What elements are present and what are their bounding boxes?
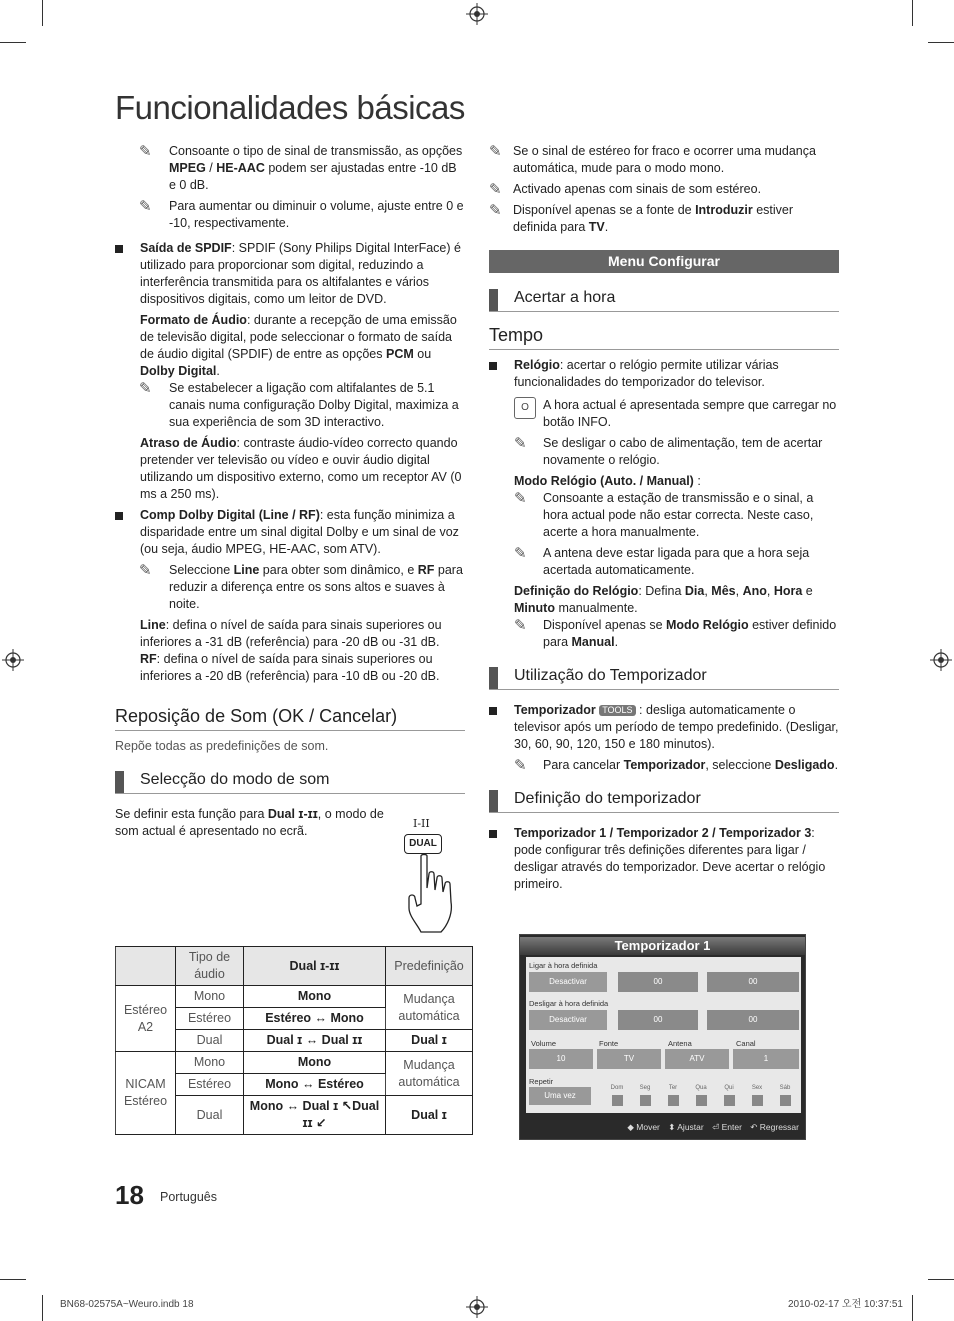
heading-bar-icon xyxy=(489,289,498,311)
subsection-heading-timer-use: Utilização do Temporizador xyxy=(489,665,839,690)
sound-mode-text: Se definir esta função para Dual ɪ-ɪɪ, o modo de som actual é apresentado no ecrã. xyxy=(115,807,384,838)
registration-mark-icon xyxy=(466,1296,488,1318)
heading-bar-icon xyxy=(489,667,498,689)
osd-volume-value[interactable]: 10 xyxy=(529,1049,593,1069)
note: ✎ Para cancelar Temporizador, seleccione Desligado. xyxy=(514,757,839,774)
note: ✎ Disponível apenas se a fonte de Introduzir estiver definida para TV. xyxy=(489,202,794,234)
osd-day-label: Seg xyxy=(639,1085,651,1091)
note-pencil-icon: ✎ xyxy=(514,435,527,452)
section-heading-tempo: Tempo xyxy=(489,324,839,350)
note: ✎ Disponível apenas se Modo Relógio estiver definido para Manual. xyxy=(514,617,837,649)
bullet-item: Relógio: acertar o relógio permite utilizar várias funcionalidades do temporizador do televisor. xyxy=(489,357,839,391)
crop-mark xyxy=(0,1279,26,1280)
osd-channel-label: Canal xyxy=(736,1039,756,1048)
bullet-square-icon xyxy=(489,830,497,838)
footer-file-info: BN68-02575A~Weuro.indb 18 xyxy=(60,1299,194,1310)
registration-mark-icon xyxy=(2,649,24,671)
note-pencil-icon: ✎ xyxy=(514,617,527,634)
osd-day-checkbox[interactable] xyxy=(612,1095,623,1106)
note: ✎ Se estabelecer a ligação com altifalantes de 5.1 canais numa configuração Dolby Digital, maximiza a sua experiência de som 3D interactivo. xyxy=(139,380,459,429)
note-pencil-icon: ✎ xyxy=(489,143,502,160)
page-language: Português xyxy=(160,1190,217,1204)
osd-day-checkbox[interactable] xyxy=(752,1095,763,1106)
table-row: Estéreo Mono ↔ Estéreo xyxy=(116,1074,473,1096)
note: ✎ Para aumentar ou diminuir o volume, ajuste entre 0 e -10, respectivamente. xyxy=(139,198,464,230)
osd-off-hour[interactable]: 00 xyxy=(618,1010,698,1030)
osd-return-hint: ↶ Regressar xyxy=(750,1122,799,1132)
osd-footer xyxy=(621,1121,799,1133)
osd-day-checkbox[interactable] xyxy=(696,1095,707,1106)
table-row: Dual Dual ɪ ↔ Dual ɪɪ Dual ɪ xyxy=(116,1030,473,1052)
osd-source-label: Fonte xyxy=(599,1039,619,1048)
crop-mark xyxy=(0,42,26,43)
osd-day-label: Qua xyxy=(695,1085,707,1091)
bullet-square-icon xyxy=(489,707,497,715)
table-row: NICAM Estéreo Mono Mono Mudança automática xyxy=(116,1052,473,1074)
osd-off-label: Desligar à hora definida xyxy=(529,999,609,1008)
osd-day-checkbox[interactable] xyxy=(724,1095,735,1106)
table-row: Estéreo Estéreo ↔ Mono xyxy=(116,1008,473,1030)
osd-volume-label: Volume xyxy=(531,1039,557,1048)
osd-repeat-label: Repetir xyxy=(529,1077,554,1086)
bullet-item: Temporizador TOOLS : desliga automaticamente o televisor após um período de tempo predefinido. (Desligar, 30, 60, 90, 120, 150 e 180 minutos). xyxy=(489,702,839,753)
reset-text: Repõe todas as predefinições de som. xyxy=(115,739,329,753)
osd-day-label: Dom xyxy=(610,1085,624,1091)
osd-on-hour[interactable]: 00 xyxy=(618,972,698,992)
tools-button-icon: TOOLS xyxy=(599,705,635,716)
subsection-heading-set-time: Acertar a hora xyxy=(489,287,839,312)
osd-day-checkbox[interactable] xyxy=(640,1095,651,1106)
osd-repeat-value[interactable]: Uma vez xyxy=(529,1087,591,1105)
bullet-item: Temporizador 1 / Temporizador 2 / Temporizador 3: pode configurar três definições diferentes para ligar / desligar através do temporizador. Deve acertar o relógio primeiro. xyxy=(489,825,839,893)
pointing-hand-icon xyxy=(407,854,467,934)
note: O A hora actual é apresentada sempre que carregar no botão INFO. xyxy=(489,397,839,431)
osd-off-minute[interactable]: 00 xyxy=(707,1010,799,1030)
osd-day-label: Qui xyxy=(724,1085,734,1091)
osd-channel-value[interactable]: 1 xyxy=(733,1049,799,1069)
dual-button: DUAL xyxy=(404,834,442,854)
note: ✎ A antena deve estar ligada para que a hora seja acertada automaticamente. xyxy=(514,545,810,577)
osd-title: Temporizador 1 xyxy=(520,937,805,955)
note: ✎ Se desligar o cabo de alimentação, tem de acertar novamente o relógio. xyxy=(514,435,823,467)
osd-enter-hint: ⏎ Enter xyxy=(712,1122,742,1132)
note-pencil-icon: ✎ xyxy=(514,545,527,562)
menu-configurar-bar: Menu Configurar xyxy=(489,250,839,273)
sub-item: Modo Relógio (Auto. / Manual) : xyxy=(514,474,701,488)
table-header-row: Tipo de áudio Dual ɪ-ɪɪ Predefinição xyxy=(116,947,473,986)
osd-antenna-value[interactable]: ATV xyxy=(665,1049,729,1069)
table-row: Dual Mono ↔ Dual ɪ ↖Dual ɪɪ ↙ Dual ɪ xyxy=(116,1096,473,1135)
registration-mark-icon xyxy=(466,3,488,25)
osd-adjust-hint: ⬍ Ajustar xyxy=(668,1122,704,1132)
sound-mode-table xyxy=(115,946,473,1135)
section-heading-reset: Reposição de Som (OK / Cancelar) xyxy=(115,705,465,731)
dual-button-illustration xyxy=(393,816,473,936)
crop-mark xyxy=(912,1295,913,1321)
subsection-heading-timer-setup: Definição do temporizador xyxy=(489,788,839,813)
sub-item: Formato de Áudio: durante a recepção de uma emissão de televisão digital, pode seleccionar o formato de saída de áudio digital (SPDIF) de entre as opções PCM ou Dolby Digital. xyxy=(140,313,457,378)
osd-on-value[interactable]: Desactivar xyxy=(529,972,607,992)
bullet-square-icon xyxy=(115,512,123,520)
sub-item: Atraso de Áudio: contraste áudio-vídeo correcto quando pretender ver televisão ou vídeo e ouvir áudio digital utilizando um dispositivo externo, como um receptor AV (0 ms a 250 ms). xyxy=(140,436,462,501)
note-pencil-icon: ✎ xyxy=(489,202,502,219)
timer-osd-screenshot xyxy=(519,934,806,1140)
osd-source-value[interactable]: TV xyxy=(597,1049,661,1069)
osd-day-checkbox[interactable] xyxy=(668,1095,679,1106)
registration-mark-icon xyxy=(930,649,952,671)
bullet-item: Comp Dolby Digital (Line / RF): esta função minimiza a disparidade entre um sinal digital Dolby e um sinal de voz (ou seja, áudio MPEG, HE-AAC, som ATV). xyxy=(115,507,465,558)
bullet-square-icon xyxy=(115,245,123,253)
osd-day-label: Sáb xyxy=(779,1085,791,1091)
note-pencil-icon: ✎ xyxy=(514,490,527,507)
heading-bar-icon xyxy=(115,771,124,793)
crop-mark xyxy=(912,0,913,26)
osd-day-checkbox[interactable] xyxy=(780,1095,791,1106)
table-row: Estéreo A2 Mono Mono Mudança automática xyxy=(116,986,473,1008)
crop-mark xyxy=(928,42,954,43)
note-pencil-icon: ✎ xyxy=(139,562,152,579)
sub-item: Line: defina o nível de saída para sinais superiores ou inferiores a -31 dB (referência) para -20 dB ou -31 dB. xyxy=(140,618,442,649)
note-pencil-icon: ✎ xyxy=(489,181,502,198)
subsection-heading-sound-mode: Selecção do modo de som xyxy=(115,769,465,794)
osd-move-hint: ◆ Mover xyxy=(627,1122,660,1132)
crop-mark xyxy=(928,1279,954,1280)
right-column xyxy=(489,143,839,897)
osd-antenna-label: Antena xyxy=(668,1039,692,1048)
heading-bar-icon xyxy=(489,790,498,812)
note-pencil-icon: ✎ xyxy=(139,143,152,160)
note: ✎ Se o sinal de estéreo for fraco e ocorrer uma mudança automática, mude para o modo mono. xyxy=(489,143,816,175)
sub-item: RF: defina o nível de saída para sinais superiores ou inferiores a -20 dB (referência) para -10 dB ou -20 dB. xyxy=(140,652,440,683)
osd-on-minute[interactable]: 00 xyxy=(707,972,799,992)
osd-panel xyxy=(526,957,801,1113)
sub-item: Definição do Relógio: Defina Dia, Mês, Ano, Hora e Minuto manualmente. xyxy=(514,584,813,615)
osd-on-label: Ligar à hora definida xyxy=(529,961,598,970)
osd-off-value[interactable]: Desactivar xyxy=(529,1010,607,1030)
osd-day-label: Ter xyxy=(668,1085,678,1091)
note-pencil-icon: ✎ xyxy=(514,757,527,774)
note: ✎ Consoante o tipo de sinal de transmissão, as opções MPEG / HE-AAC podem ser ajustadas entre -10 dB e 0 dB. xyxy=(139,143,463,192)
page-title: Funcionalidades básicas xyxy=(115,89,465,126)
crop-mark xyxy=(42,0,43,26)
bullet-item: Saída de SPDIF: SPDIF (Sony Philips Digital InterFace) é utilizado para proporcionar som digital, reduzindo a interferência transmitida para os altifalantes e vários dispositivos digitais, como um leitor de DVD. xyxy=(115,240,465,308)
page-number: 18 xyxy=(115,1180,144,1210)
note: ✎ Consoante a estação de transmissão e o sinal, a hora actual pode não estar correcta. Neste caso, acerte a hora manualmente. xyxy=(514,490,814,539)
left-column xyxy=(115,143,465,840)
osd-day-label: Sex xyxy=(751,1085,763,1091)
crop-mark xyxy=(42,1295,43,1321)
note: ✎ Seleccione Line para obter som dinâmico, e RF para reduzir a diferença entre os sons altos e suaves à noite. xyxy=(139,562,463,611)
note-pencil-icon: ✎ xyxy=(139,380,152,397)
note: ✎ Activado apenas com sinais de som estéreo. xyxy=(489,181,762,198)
bullet-square-icon xyxy=(489,362,497,370)
footer-timestamp: 2010-02-17 오전 10:37:51 xyxy=(788,1299,903,1310)
note-pencil-icon: ✎ xyxy=(139,198,152,215)
dual-top-label: I-II xyxy=(413,817,430,830)
remote-button-icon: O xyxy=(514,397,536,419)
